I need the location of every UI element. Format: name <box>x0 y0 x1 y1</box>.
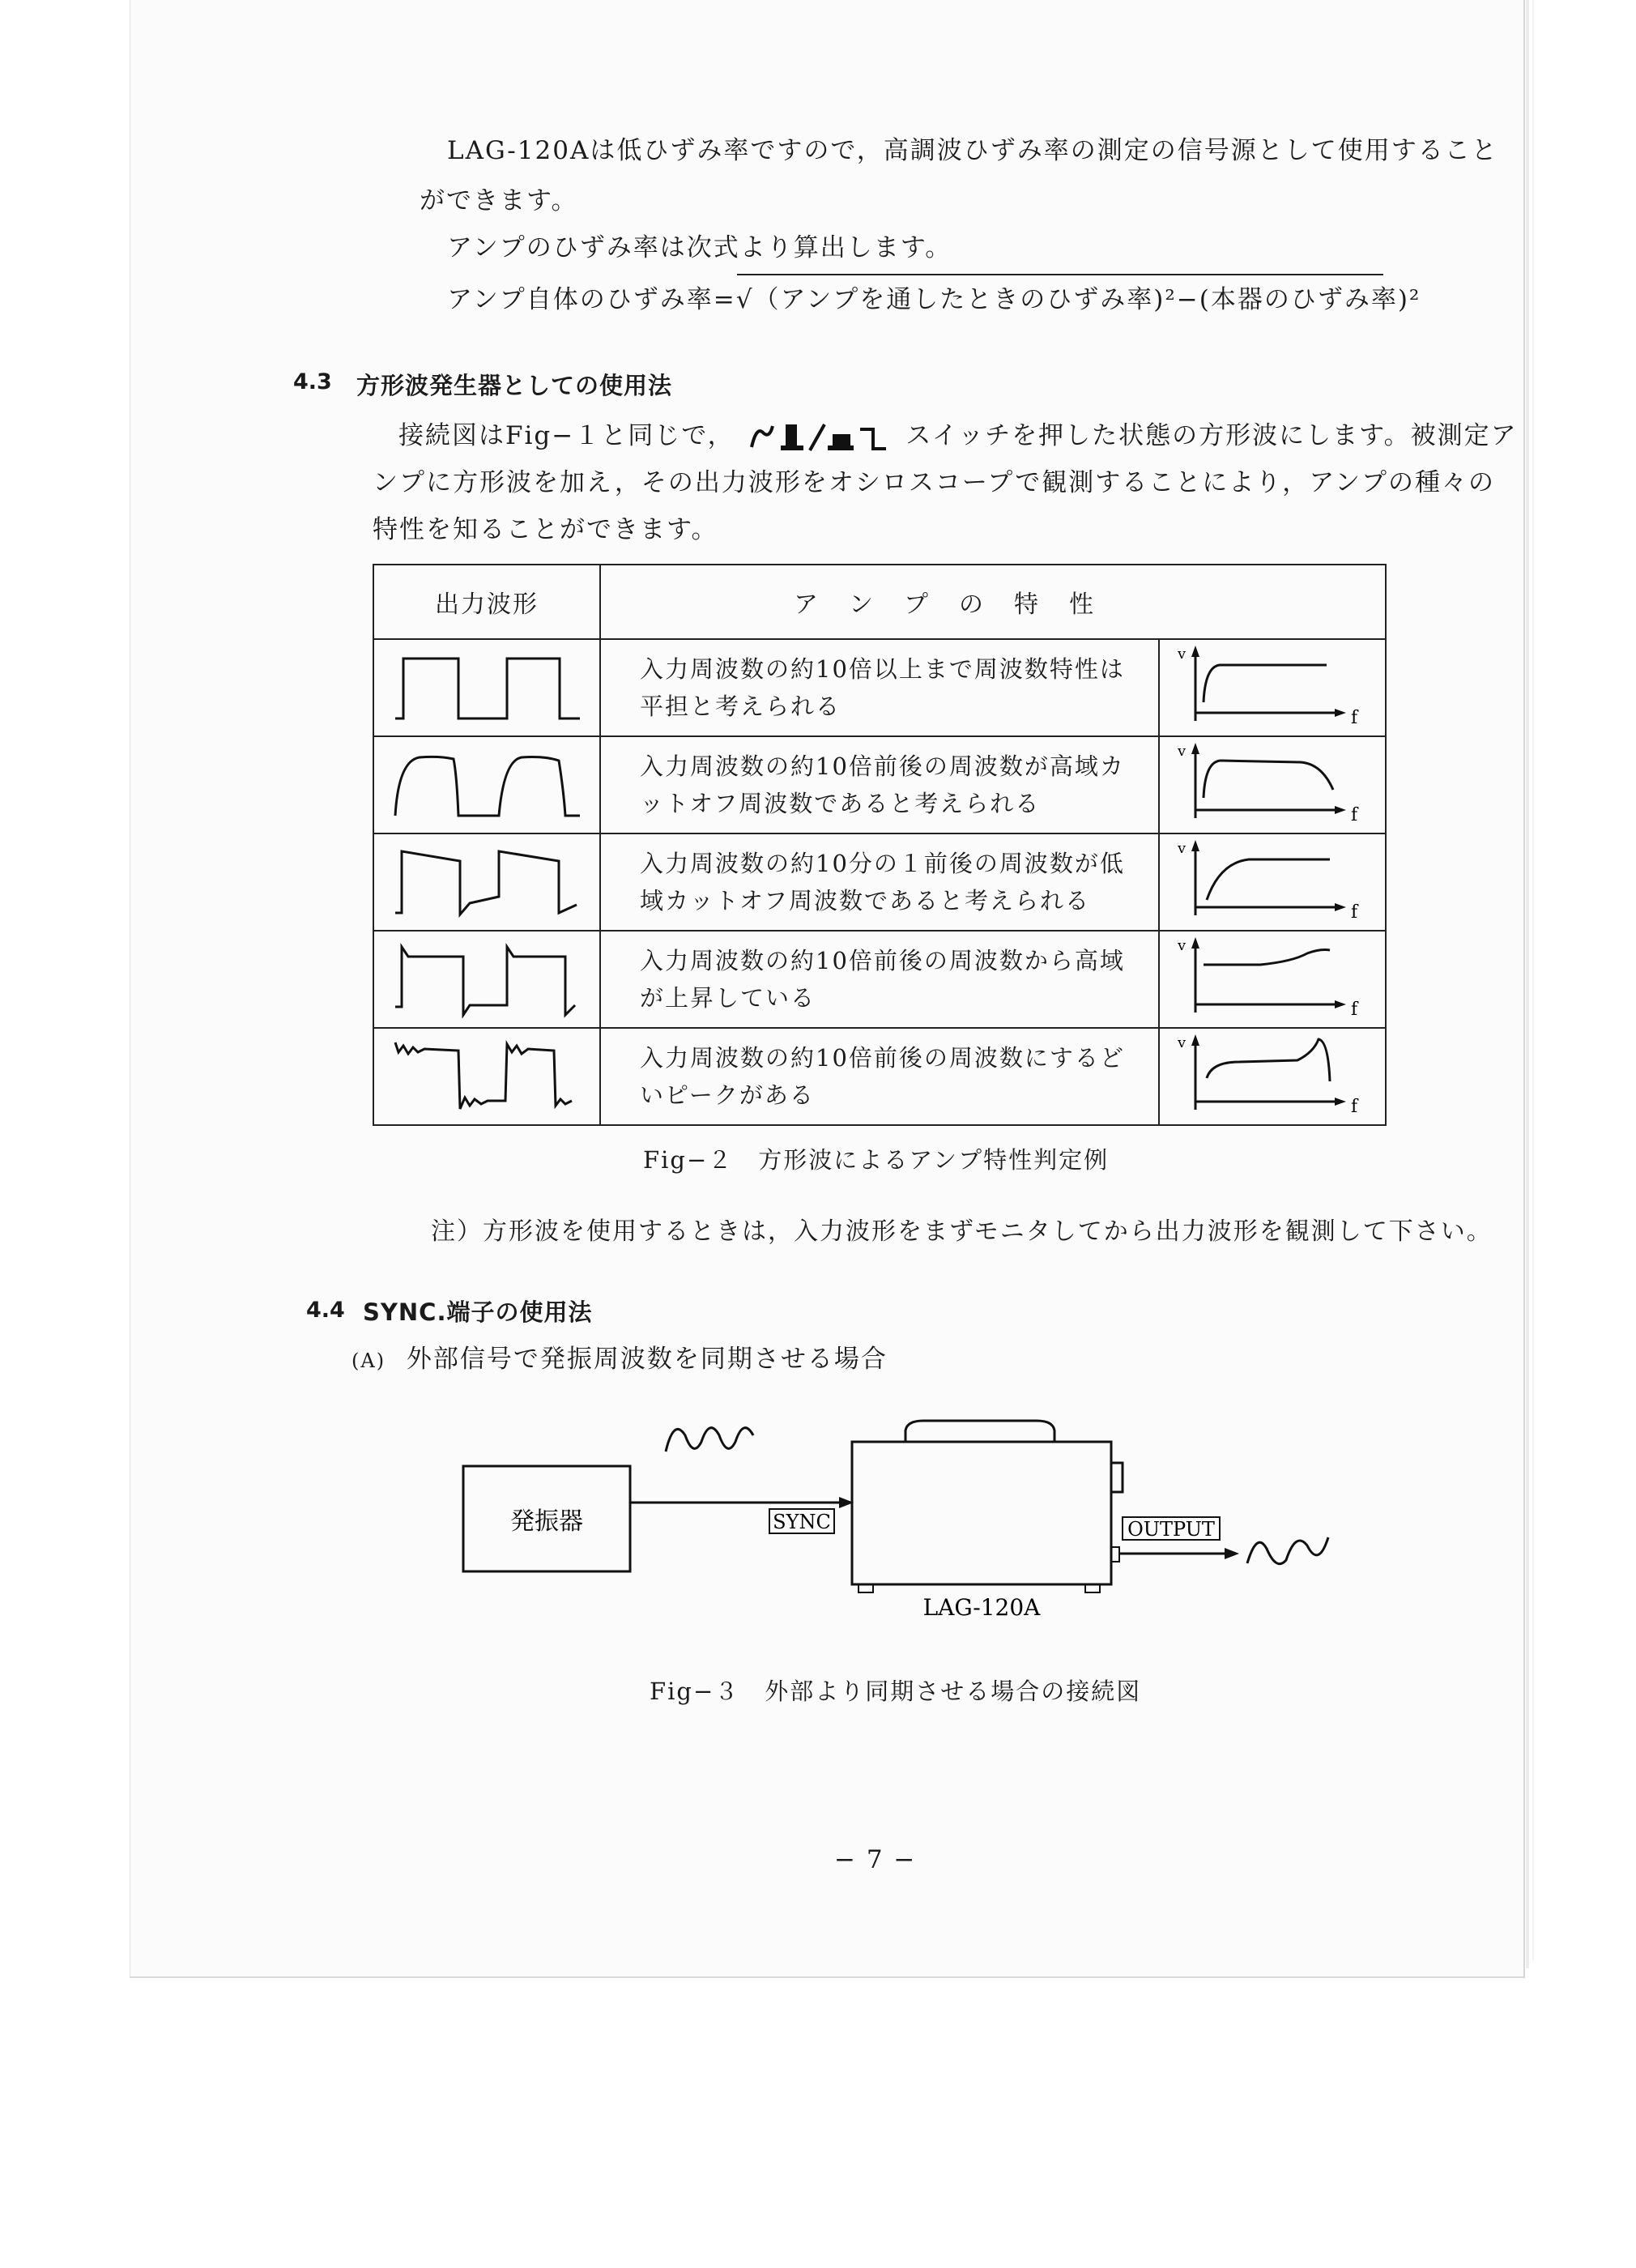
characteristic-desc: 入力周波数の約10分の１前後の周波数が低 域カットオフ周波数であると考えられる <box>600 833 1159 931</box>
intro-line-1: LAG-120Aは低ひずみ率ですので，高調波ひずみ率の測定の信号源として使用すること <box>447 136 1498 165</box>
page-number: − 7 − <box>834 1845 917 1874</box>
svg-text:v: v <box>1178 1034 1187 1051</box>
overshoot-square-wave-icon <box>386 937 588 1018</box>
table-row <box>373 931 1386 1028</box>
paper-edge <box>1532 0 1534 1960</box>
response-graph-cell <box>1159 639 1386 736</box>
ideal-square-wave-icon <box>386 646 588 727</box>
flat-response-graph <box>1171 644 1374 729</box>
device-knob <box>1111 1463 1123 1492</box>
svg-text:f: f <box>1351 999 1358 1020</box>
output-label: OUTPUT <box>1127 1518 1215 1541</box>
sync-connection-diagram <box>437 1409 1409 1620</box>
amp-characteristics-table <box>373 564 1387 1126</box>
svg-text:v: v <box>1178 742 1187 760</box>
device-label: LAG-120A <box>922 1594 1041 1620</box>
rising-high-response-graph <box>1171 936 1374 1021</box>
table-row <box>373 833 1386 931</box>
device-handle <box>905 1421 1054 1442</box>
wave-cell <box>373 931 600 1028</box>
lag-120a-device <box>852 1442 1111 1584</box>
output-sine-wave-icon <box>1247 1537 1328 1564</box>
svg-text:f: f <box>1351 902 1358 923</box>
sync-label: SYNC <box>773 1511 831 1533</box>
section-4-3-para-line-3: 特性を知ることができます。 <box>373 515 718 544</box>
response-graph-cell <box>1159 736 1386 833</box>
response-graph-cell <box>1159 1028 1386 1125</box>
wave-cell <box>373 639 600 736</box>
arrow-icon <box>1225 1548 1239 1559</box>
table-row <box>373 736 1386 833</box>
svg-text:v: v <box>1178 645 1187 663</box>
input-sine-wave-icon <box>666 1428 753 1452</box>
svg-text:f: f <box>1351 707 1358 728</box>
peak-response-graph <box>1171 1033 1374 1118</box>
response-graph-cell <box>1159 931 1386 1028</box>
characteristic-desc: 入力周波数の約10倍前後の周波数から高域 が上昇している <box>600 931 1159 1028</box>
section-4-3-para-line-2: ンプに方形波を加え，その出力波形をオシロスコープで観測することにより，アンプの種々の <box>373 468 1495 497</box>
sqrt-overline <box>737 274 1383 275</box>
wave-cell <box>373 736 600 833</box>
wave-cell <box>373 833 600 931</box>
intro-line-2: ができます。 <box>420 186 578 215</box>
section-4-3-title: 方形波発生器としての使用法 <box>356 372 673 399</box>
rounded-square-wave-icon <box>386 743 588 824</box>
square-wave-note: 注）方形波を使用するときは，入力波形をまずモニタしてから出力波形を観測して下さい。 <box>431 1217 1493 1246</box>
fig-3-caption: Fig−３ 外部より同期させる場合の接続図 <box>650 1678 1142 1705</box>
characteristic-desc: 入力周波数の約10倍以上まで周波数特性は 平担と考えられる <box>600 639 1159 736</box>
svg-text:v: v <box>1178 839 1187 857</box>
wave-cell <box>373 1028 600 1125</box>
svg-text:f: f <box>1351 804 1358 825</box>
svg-text:v: v <box>1178 936 1187 954</box>
high-cutoff-response-graph <box>1171 741 1374 826</box>
response-graph-cell <box>1159 833 1386 931</box>
characteristic-desc: 入力周波数の約10倍前後の周波数にするど いピークがある <box>600 1028 1159 1125</box>
svg-text:f: f <box>1351 1096 1358 1117</box>
header-amp-characteristics: ア ン プ の 特 性 <box>600 565 1386 639</box>
paper-edge <box>1526 0 1529 1968</box>
waveform-switch-icon <box>748 421 891 454</box>
section-4-4-title: SYNC.端子の使用法 <box>363 1298 593 1326</box>
table-row <box>373 639 1386 736</box>
section-4-3-para-line-1: 接続図はFig−１と同じで， スイッチを押した状態の方形波にします。被測定ア <box>398 415 1518 454</box>
header-output-waveform: 出力波形 <box>373 565 600 639</box>
table-row <box>373 1028 1386 1125</box>
subsection-a: (A) 外部信号で発振周波数を同期させる場合 <box>351 1345 888 1374</box>
section-4-4-number: 4.4 <box>306 1298 345 1323</box>
oscillator-label: 発振器 <box>510 1507 583 1536</box>
fig-2-caption: Fig−２ 方形波によるアンプ特性判定例 <box>643 1146 1110 1174</box>
ringing-square-wave-icon <box>386 1034 588 1115</box>
characteristic-desc: 入力周波数の約10倍前後の周波数が高域カ ットオフ周波数であると考えられる <box>600 736 1159 833</box>
table-header-row <box>373 565 1386 639</box>
distortion-formula: アンプ自体のひずみ率=√（アンプを通したときのひずみ率)²−(本器のひずみ率)² <box>447 285 1421 314</box>
tilted-square-wave-icon <box>386 840 588 921</box>
low-cutoff-response-graph <box>1171 838 1374 923</box>
section-4-3-number: 4.3 <box>293 369 332 394</box>
intro-line-3: アンプのひずみ率は次式より算出します。 <box>447 233 952 262</box>
